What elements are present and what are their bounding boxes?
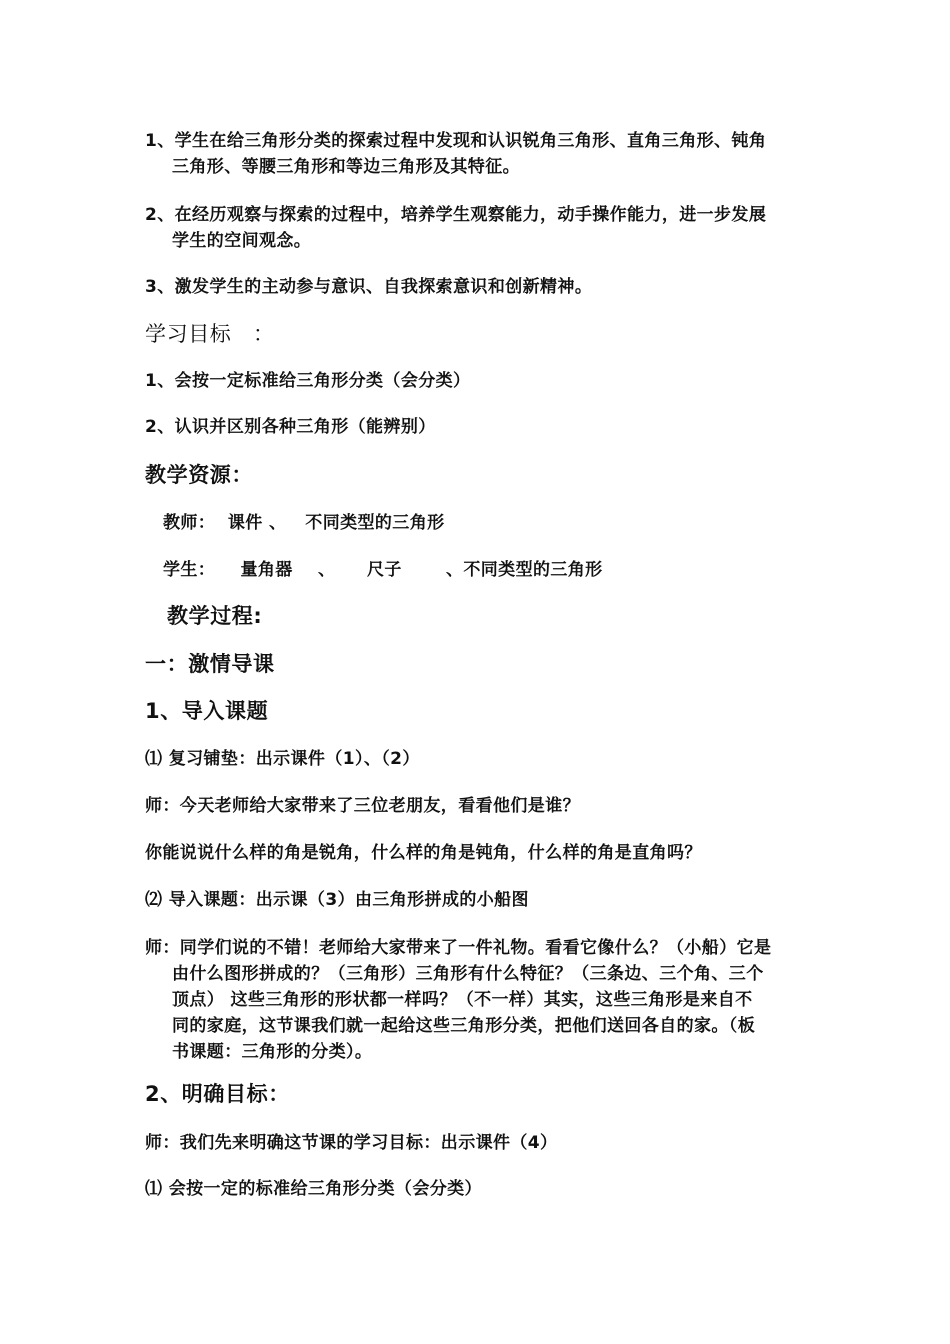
teacher-line-2: 师：我们先来明确这节课的学习目标：出示课件（4） [145, 1133, 558, 1153]
step-2-heading: 2、明确目标： [145, 1082, 290, 1106]
study-goal-2: 2、认识并区别各种三角形（能辨别） [145, 417, 436, 437]
student-resources: 学生： 量角器 、 尺子 、不同类型的三角形 [163, 560, 603, 580]
teacher-para-line-3: 顶点） 这些三角形的形状都一样吗？（不一样）其实，这些三角形是来自不 [172, 990, 753, 1010]
question-line: 你能说说什么样的角是锐角，什么样的角是钝角，什么样的角是直角吗？ [145, 843, 702, 863]
section-1-heading: 一：激情导课 [145, 652, 275, 676]
intro-line: ⑵ 导入课题：出示课（3）由三角形拼成的小船图 [145, 890, 529, 910]
goal-3-line: 3、激发学生的主动参与意识、自我探索意识和创新精神。 [145, 277, 593, 297]
goal-1-line-2: 三角形、等腰三角形和等边三角形及其特征。 [172, 157, 520, 177]
study-goal-1: 1、会按一定标准给三角形分类（会分类） [145, 371, 471, 391]
teacher-para-line-1: 师：同学们说的不错！老师给大家带来了一件礼物。看看它像什么？（小船）它是 [145, 938, 772, 958]
teacher-line-1: 师：今天老师给大家带来了三位老朋友，看看他们是谁？ [145, 796, 580, 816]
goal-1-line-1: 1、学生在给三角形分类的探索过程中发现和认识锐角三角形、直角三角形、钝角 [145, 131, 767, 151]
process-heading: 教学过程: [167, 604, 263, 628]
teacher-para-line-4: 同的家庭，这节课我们就一起给这些三角形分类，把他们送回各自的家。（板 [172, 1016, 756, 1036]
resources-heading: 教学资源： [145, 463, 253, 487]
step-1-heading: 1、导入课题 [145, 699, 269, 723]
goal-2-line-2: 学生的空间观念。 [172, 231, 312, 251]
goal-item-line: ⑴ 会按一定的标准给三角形分类（会分类） [145, 1179, 482, 1199]
teacher-para-line-5: 书课题：三角形的分类）。 [172, 1042, 373, 1062]
teacher-resources: 教师： 课件 、 不同类型的三角形 [163, 513, 445, 533]
teacher-para-line-2: 由什么图形拼成的？（三角形）三角形有什么特征？（三条边、三个角、三个 [172, 964, 764, 984]
goal-2-line-1: 2、在经历观察与探索的过程中，培养学生观察能力，动手操作能力，进一步发展 [145, 205, 767, 225]
review-line: ⑴ 复习铺垫：出示课件（1）、（2） [145, 749, 420, 769]
study-goal-heading: 学习目标 ： [145, 322, 275, 346]
